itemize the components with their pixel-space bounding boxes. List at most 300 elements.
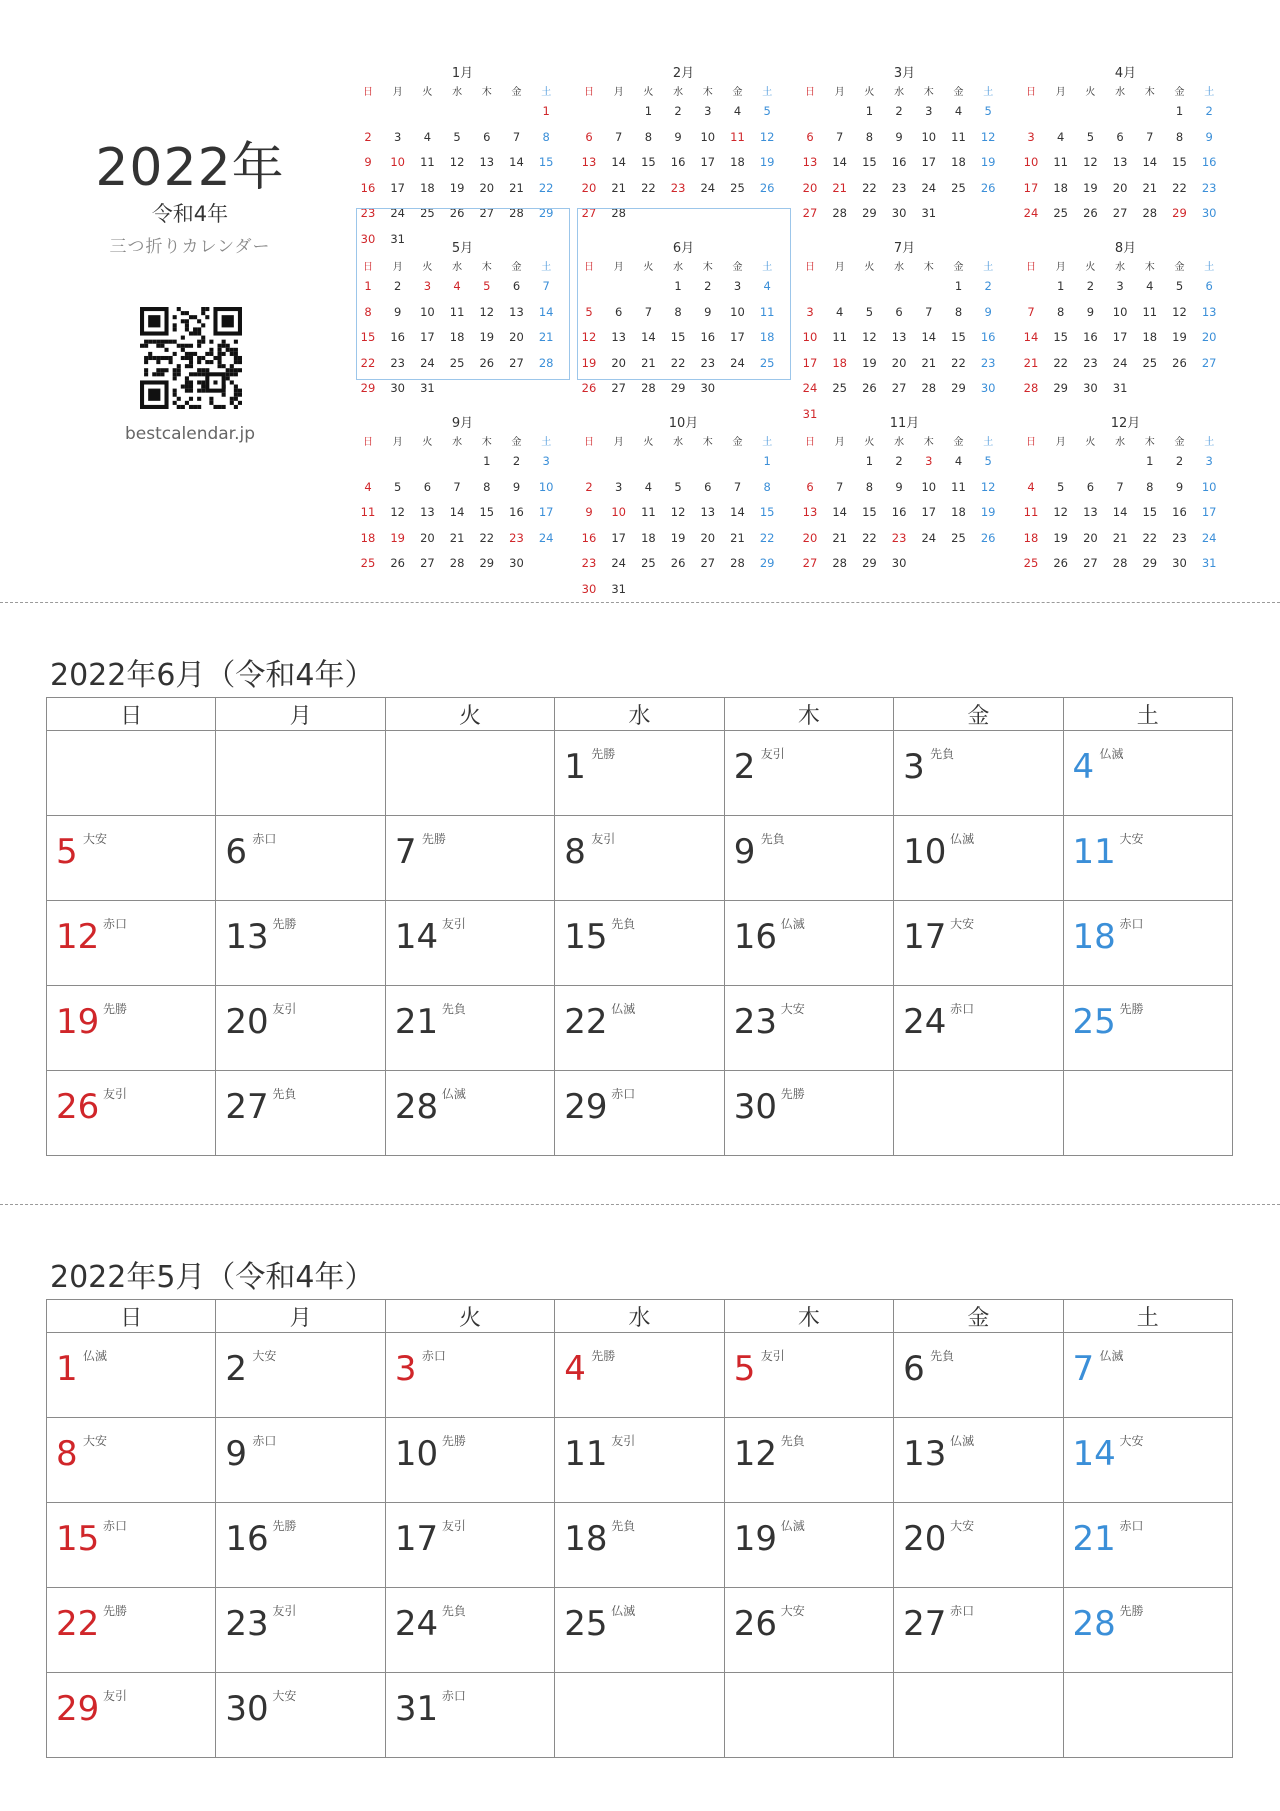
day-cell	[216, 1418, 385, 1503]
mini-day: 13	[1201, 304, 1217, 319]
mini-day: 21	[538, 330, 554, 344]
mini-day: 11	[360, 505, 376, 519]
day-cell	[216, 1673, 385, 1758]
mini-day: 9	[512, 479, 521, 494]
day-cell	[1063, 1673, 1232, 1758]
mini-day: 11	[420, 155, 435, 169]
mini-weekday-label: 金	[511, 87, 522, 98]
day-cell	[1063, 731, 1232, 816]
mini-weekday-label: 木	[481, 87, 492, 98]
mini-day: 18	[951, 505, 966, 519]
mini-weekday-label: 月	[1055, 87, 1066, 98]
mini-day: 4	[763, 279, 771, 293]
mini-day: 10	[1201, 479, 1217, 494]
mini-day: 20	[581, 180, 597, 195]
day-number: 23	[733, 1002, 777, 1042]
mini-day: 30	[1201, 206, 1217, 220]
mini-day: 13	[509, 304, 524, 319]
mini-weekday-label: 水	[673, 87, 684, 98]
mini-day: 6	[1086, 479, 1095, 494]
mini-day: 22	[759, 530, 775, 545]
mini-day: 5	[394, 479, 402, 494]
mini-day: 14	[832, 505, 847, 519]
mini-day: 29	[538, 206, 554, 220]
rokuyo-label: 先負	[441, 1002, 466, 1016]
mini-month-title: 9月	[451, 416, 474, 431]
mini-day: 8	[674, 304, 682, 319]
rokuyo-label: 仏滅	[780, 917, 805, 931]
mini-weekday-label: 日	[584, 262, 594, 273]
mini-day: 31	[611, 581, 626, 596]
era-label: 令和4年	[151, 202, 229, 226]
mini-day: 31	[420, 381, 435, 395]
mini-day: 7	[1116, 479, 1124, 494]
mini-day: 25	[951, 180, 966, 195]
mini-day: 10	[802, 330, 818, 344]
rokuyo-label: 仏滅	[950, 1434, 975, 1448]
rokuyo-label: 先勝	[1119, 1002, 1144, 1016]
mini-day: 24	[390, 206, 405, 220]
mini-month-7	[799, 237, 1010, 421]
mini-weekday-label: 火	[1085, 262, 1096, 273]
mini-day: 30	[581, 581, 597, 596]
mini-day: 10	[1023, 155, 1039, 169]
mini-day: 18	[832, 355, 847, 370]
mini-day: 13	[802, 155, 818, 169]
day-cell	[47, 731, 216, 816]
mini-day: 13	[700, 505, 716, 519]
mini-day: 6	[483, 129, 491, 144]
mini-day: 31	[1112, 381, 1128, 395]
mini-day: 28	[641, 381, 656, 395]
qr-code-icon[interactable]	[140, 307, 242, 409]
mini-day: 24	[700, 180, 716, 195]
mini-day: 21	[832, 180, 847, 195]
mini-day: 24	[1112, 355, 1128, 370]
mini-day: 6	[423, 479, 432, 494]
mini-weekday-label: 月	[613, 262, 624, 273]
mini-day: 10	[921, 479, 937, 494]
mini-day: 10	[1112, 304, 1128, 319]
mini-day: 27	[1201, 355, 1217, 370]
mini-day: 15	[360, 330, 376, 344]
day-cell	[385, 986, 554, 1071]
mini-day: 30	[891, 206, 907, 220]
mini-weekday-label: 月	[392, 87, 403, 98]
mini-weekday-label: 土	[983, 437, 994, 448]
mini-weekday-label: 月	[392, 262, 403, 273]
mini-weekday-label: 水	[894, 87, 905, 98]
mini-day: 3	[423, 279, 432, 293]
day-number: 19	[733, 1519, 777, 1559]
day-number: 1	[56, 1349, 78, 1389]
day-number: 4	[564, 1349, 586, 1389]
mini-day: 29	[951, 381, 966, 395]
mini-weekday-label: 月	[392, 437, 403, 448]
day-number: 16	[733, 917, 777, 957]
mini-weekday-label: 土	[541, 262, 552, 273]
mini-day: 28	[611, 206, 626, 220]
site-link[interactable]: bestcalendar.jp	[124, 424, 256, 444]
mini-weekday-label: 火	[643, 87, 654, 98]
rokuyo-label: 赤口	[103, 917, 128, 931]
mini-day: 6	[585, 129, 593, 144]
mini-day: 21	[921, 355, 937, 370]
mini-weekday-label: 土	[541, 87, 552, 98]
mini-day: 20	[611, 355, 626, 370]
rokuyo-label: 友引	[441, 1519, 466, 1533]
mini-day: 27	[802, 556, 818, 570]
mini-day: 16	[670, 155, 686, 169]
mini-day: 23	[509, 530, 524, 545]
day-number: 30	[225, 1689, 269, 1729]
mini-day: 2	[1086, 279, 1095, 293]
mini-day: 29	[862, 556, 877, 570]
mini-day: 26	[670, 556, 686, 570]
weekday-header: 日	[47, 698, 216, 731]
mini-weekday-label: 金	[732, 87, 743, 98]
mini-day: 6	[704, 479, 712, 494]
mini-day: 1	[1146, 454, 1154, 468]
mini-day: 8	[644, 129, 653, 144]
day-number: 11	[1072, 832, 1116, 872]
mini-day: 23	[1172, 530, 1187, 545]
mini-day: 16	[1172, 505, 1187, 519]
mini-day: 17	[921, 505, 937, 519]
mini-month-1	[357, 62, 568, 246]
rokuyo-label: 仏滅	[1099, 747, 1124, 761]
mini-day: 12	[980, 479, 996, 494]
day-number: 21	[1072, 1519, 1116, 1559]
day-cell	[894, 731, 1063, 816]
mini-day: 11	[1142, 304, 1158, 319]
mini-day: 27	[581, 206, 597, 220]
mini-day: 16	[891, 505, 907, 519]
mini-day: 7	[1146, 129, 1154, 144]
rokuyo-label: 仏滅	[611, 1002, 636, 1016]
mini-day: 2	[704, 279, 712, 293]
mini-weekday-label: 土	[762, 87, 773, 98]
mini-month-title: 7月	[893, 241, 916, 256]
mini-day: 19	[1083, 180, 1098, 195]
day-cell	[385, 1418, 554, 1503]
weekday-header: 火	[385, 698, 554, 731]
mini-day: 6	[806, 129, 814, 144]
day-cell	[216, 986, 385, 1071]
mini-day: 6	[806, 479, 814, 494]
mini-day: 10	[390, 155, 405, 169]
mini-day: 16	[891, 155, 907, 169]
day-number: 6	[225, 832, 248, 872]
day-cell	[1063, 1418, 1232, 1503]
mini-day: 8	[542, 129, 550, 144]
day-cell	[894, 1588, 1063, 1673]
rokuyo-label: 赤口	[611, 1087, 636, 1101]
mini-day: 12	[862, 330, 877, 344]
mini-day: 12	[1172, 304, 1187, 319]
day-cell	[385, 1503, 554, 1588]
mini-day: 7	[453, 479, 461, 494]
rokuyo-label: 先勝	[272, 1519, 297, 1533]
mini-day: 16	[509, 505, 524, 519]
mini-weekday-label: 金	[953, 262, 964, 273]
rokuyo-label: 先勝	[421, 832, 446, 846]
mini-day: 15	[479, 505, 495, 519]
mini-weekday-label: 日	[1026, 262, 1036, 273]
mini-day: 30	[1172, 556, 1187, 570]
rokuyo-label: 大安	[83, 832, 108, 846]
mini-day: 2	[895, 104, 903, 118]
mini-day: 19	[390, 530, 405, 545]
day-number: 31	[394, 1689, 439, 1729]
mini-day: 9	[895, 129, 903, 144]
mini-day: 9	[674, 129, 682, 144]
day-number: 2	[733, 747, 756, 787]
day-cell	[555, 986, 724, 1071]
mini-weekday-label: 木	[702, 87, 713, 98]
mini-day: 4	[1057, 129, 1065, 144]
mini-month-title: 4月	[1114, 66, 1137, 81]
mini-day: 19	[980, 155, 996, 169]
mini-day: 1	[763, 454, 771, 468]
mini-day: 14	[641, 330, 656, 344]
mini-day: 29	[1053, 381, 1068, 395]
day-number: 27	[225, 1087, 269, 1127]
day-cell	[724, 731, 893, 816]
mini-day: 3	[925, 104, 933, 118]
mini-day: 24	[802, 381, 818, 395]
mini-day: 11	[832, 330, 847, 344]
rokuyo-label: 仏滅	[780, 1519, 805, 1533]
day-cell	[1063, 1333, 1232, 1418]
mini-day: 4	[954, 454, 963, 468]
mini-day: 9	[364, 155, 372, 169]
day-cell	[894, 901, 1063, 986]
day-number: 19	[56, 1002, 100, 1042]
mini-day: 3	[925, 454, 933, 468]
mini-month-title: 12月	[1110, 416, 1141, 431]
mini-day: 5	[1175, 279, 1184, 293]
mini-weekday-label: 水	[1115, 87, 1126, 98]
day-number: 11	[564, 1434, 608, 1474]
mini-weekday-label: 木	[923, 437, 934, 448]
mini-day: 30	[509, 556, 524, 570]
rokuyo-label: 先負	[272, 1087, 297, 1101]
mini-day: 15	[759, 505, 775, 519]
mini-day: 12	[670, 505, 686, 519]
mini-day: 15	[1172, 155, 1187, 169]
mini-day: 2	[394, 279, 402, 293]
mini-day: 2	[364, 129, 372, 144]
mini-day: 24	[921, 530, 937, 545]
mini-weekday-label: 木	[923, 87, 934, 98]
mini-day: 15	[862, 155, 877, 169]
mini-day: 21	[1142, 180, 1158, 195]
mini-day: 29	[1172, 206, 1187, 220]
mini-day: 5	[674, 479, 682, 494]
mini-day: 25	[1053, 206, 1068, 220]
day-cell	[47, 1503, 216, 1588]
mini-day: 31	[802, 406, 818, 421]
day-number: 5	[733, 1349, 756, 1389]
rokuyo-label: 先勝	[591, 747, 616, 761]
mini-weekday-label: 火	[643, 262, 654, 273]
mini-day: 9	[1205, 129, 1213, 144]
mini-day: 12	[479, 304, 495, 319]
day-cell	[1063, 1071, 1232, 1156]
mini-day: 26	[1083, 206, 1098, 220]
mini-day: 8	[364, 304, 372, 319]
day-cell	[47, 816, 216, 901]
mini-weekday-label: 日	[805, 437, 815, 448]
rokuyo-label: 大安	[1119, 832, 1144, 846]
mini-day: 22	[538, 180, 554, 195]
day-cell	[385, 1333, 554, 1418]
mini-day: 14	[449, 505, 465, 519]
weekday-header: 火	[385, 1300, 554, 1333]
mini-weekday-label: 日	[584, 87, 594, 98]
mini-day: 27	[420, 556, 435, 570]
mini-day: 22	[1142, 530, 1158, 545]
day-number: 29	[564, 1087, 608, 1127]
mini-day: 15	[538, 155, 554, 169]
mini-weekday-label: 土	[1204, 437, 1215, 448]
mini-weekday-label: 金	[1174, 262, 1185, 273]
day-cell	[1063, 1503, 1232, 1588]
mini-day: 18	[449, 330, 465, 344]
mini-day: 2	[512, 454, 521, 468]
rokuyo-label: 仏滅	[611, 1604, 636, 1618]
weekday-header: 水	[555, 698, 724, 731]
mini-day: 29	[759, 556, 775, 570]
mini-day: 15	[1053, 330, 1068, 344]
mini-day: 3	[1116, 279, 1124, 293]
day-number: 28	[1072, 1604, 1116, 1644]
mini-day: 20	[1112, 180, 1128, 195]
mini-day: 25	[832, 381, 847, 395]
rokuyo-label: 大安	[780, 1604, 805, 1618]
mini-day: 2	[1205, 104, 1213, 118]
mini-day: 2	[674, 104, 682, 118]
mini-day: 12	[449, 155, 465, 169]
mini-day: 20	[1083, 530, 1098, 545]
day-cell	[385, 731, 554, 816]
mini-day: 14	[1112, 505, 1128, 519]
rokuyo-label: 大安	[252, 1349, 277, 1363]
mini-weekday-label: 木	[923, 262, 934, 273]
rokuyo-label: 赤口	[103, 1519, 128, 1533]
mini-day: 17	[921, 155, 937, 169]
mini-day: 25	[1023, 556, 1039, 570]
weekday-header: 月	[216, 1300, 385, 1333]
day-cell	[555, 1588, 724, 1673]
mini-day: 11	[951, 129, 966, 144]
mini-weekday-label: 水	[673, 437, 684, 448]
mini-weekday-label: 木	[481, 437, 492, 448]
day-cell	[216, 816, 385, 901]
mini-day: 22	[360, 355, 376, 370]
rokuyo-label: 先勝	[441, 1434, 466, 1448]
mini-day: 23	[700, 355, 716, 370]
mini-day: 21	[449, 530, 465, 545]
mini-weekday-label: 土	[1204, 87, 1215, 98]
day-cell	[216, 1588, 385, 1673]
cover-block	[60, 138, 320, 257]
year-title: 2022年	[95, 138, 285, 198]
mini-day: 4	[733, 104, 742, 118]
day-cell	[1063, 901, 1232, 986]
day-cell	[216, 1503, 385, 1588]
mini-day: 24	[1023, 206, 1039, 220]
mini-day: 28	[509, 206, 524, 220]
rokuyo-label: 赤口	[252, 1434, 277, 1448]
mini-weekday-label: 土	[1204, 262, 1215, 273]
day-number: 2	[225, 1349, 248, 1389]
mini-day: 19	[1172, 330, 1187, 344]
mini-day: 13	[479, 155, 495, 169]
day-cell	[385, 1673, 554, 1758]
day-number: 26	[733, 1604, 777, 1644]
mini-day: 15	[862, 505, 877, 519]
mini-day: 26	[980, 530, 996, 545]
mini-day: 25	[360, 556, 376, 570]
mini-day: 2	[585, 479, 593, 494]
mini-month-2	[578, 62, 789, 230]
mini-weekday-label: 水	[894, 262, 905, 273]
mini-day: 7	[733, 479, 742, 494]
mini-day: 19	[479, 330, 495, 344]
rokuyo-label: 先勝	[103, 1604, 128, 1618]
mini-day: 26	[449, 206, 465, 220]
day-cell	[47, 1418, 216, 1503]
day-number: 14	[1072, 1434, 1116, 1474]
mini-day: 23	[1083, 355, 1098, 370]
day-number: 15	[56, 1519, 100, 1559]
mini-day: 14	[832, 155, 847, 169]
mini-day: 17	[390, 180, 405, 195]
mini-day: 20	[509, 330, 524, 344]
mini-day: 7	[644, 304, 653, 319]
day-cell	[47, 1071, 216, 1156]
mini-day: 5	[1086, 129, 1095, 144]
mini-day: 20	[891, 355, 907, 370]
rokuyo-label: 友引	[272, 1604, 297, 1618]
mini-weekday-label: 日	[1026, 87, 1036, 98]
day-cell	[1063, 1588, 1232, 1673]
rokuyo-label: 赤口	[252, 832, 277, 846]
mini-day: 3	[704, 104, 712, 118]
mini-month-title: 3月	[893, 66, 916, 81]
mini-weekday-label: 月	[834, 262, 845, 273]
mini-day: 6	[615, 304, 623, 319]
mini-day: 17	[730, 330, 745, 344]
mini-day: 28	[1142, 206, 1158, 220]
mini-day: 21	[832, 530, 847, 545]
mini-day: 17	[420, 330, 435, 344]
day-cell	[47, 1333, 216, 1418]
rokuyo-label: 先負	[780, 1434, 805, 1448]
mini-month-10	[578, 412, 789, 596]
mini-weekday-label: 水	[452, 262, 463, 273]
day-cell	[894, 1673, 1063, 1758]
day-number: 10	[394, 1434, 439, 1474]
mini-day: 31	[921, 206, 937, 220]
mini-day: 11	[951, 479, 966, 494]
fold-line-1	[0, 602, 1280, 603]
day-number: 14	[394, 917, 439, 957]
mini-day: 21	[611, 180, 626, 195]
day-number: 7	[394, 832, 417, 872]
